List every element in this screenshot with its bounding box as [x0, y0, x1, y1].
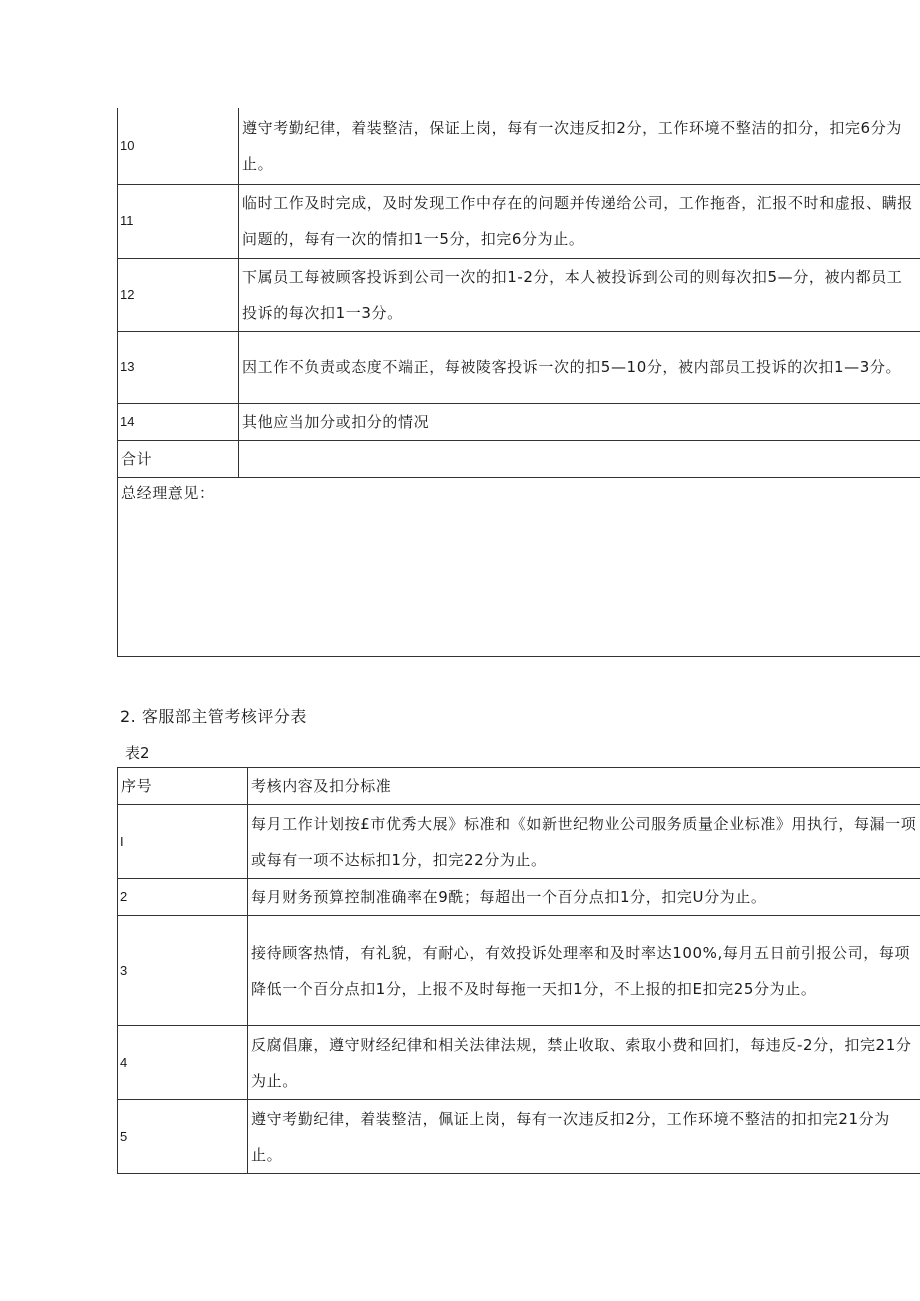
table-row — [118, 108, 920, 184]
row-content: 下属员工每被顾客投诉到公司一次的扣1-2分，本人被投诉到公司的则每次扣5—分，被内都员工投诉的每次扣1一3分。 — [239, 258, 920, 331]
table-row — [118, 1100, 920, 1174]
table-row — [118, 403, 920, 440]
row-number: 10 — [118, 108, 239, 184]
section-title: 2. 客服部主管考核评分表 — [120, 707, 307, 726]
row-number: 2 — [118, 879, 248, 916]
row-content: 每月工作计划按£市优秀大展》标准和《如新世纪物业公司服务质量企业标准》用执行，每漏一项或每有一项不达标扣1分，扣完22分为止。 — [248, 805, 920, 879]
row-number: 14 — [118, 403, 239, 440]
table-row — [118, 805, 920, 879]
header-content: 考核内容及扣分标准 — [248, 768, 920, 805]
row-number: 11 — [118, 184, 239, 258]
opinion-row — [118, 477, 920, 656]
row-content: 反腐倡廉，遵守财经纪律和相关法律法规，禁止收取、索取小费和回扪，每违反-2分，扣完21分为止。 — [248, 1026, 920, 1100]
row-content: 每月财务预算控制准确率在9酰；每超出一个百分点扣1分，扣完U分为止。 — [248, 879, 920, 916]
table-row — [118, 879, 920, 916]
total-value — [239, 440, 920, 477]
table-row — [118, 916, 920, 1026]
row-content: 接待顾客热情，有礼貌，有耐心，有效投诉处理率和及时率达100%,每月五日前引报公司，每项降低一个百分点扣1分，上报不及时每拖一天扣1分，不上报的扣E扣完25分为止。 — [248, 916, 920, 1026]
assessment-table-2 — [117, 767, 920, 1174]
table-row — [118, 258, 920, 331]
total-row — [118, 440, 920, 477]
row-content: 临时工作及时完成，及时发现工作中存在的问题并传递给公司，工作拖沓，汇报不时和虚报、瞒报问题的，每有一次的情扣1一5分，扣完6分为止。 — [239, 184, 920, 258]
header-number: 序号 — [118, 768, 248, 805]
assessment-table-1 — [117, 108, 920, 657]
row-number: I — [118, 805, 248, 879]
table-row — [118, 1026, 920, 1100]
row-content: 因工作不负责或态度不端正，每被陵客投诉一次的扣5—10分，被内部员工投诉的次扣1—3分。 — [239, 331, 920, 403]
row-number: 12 — [118, 258, 239, 331]
table-caption: 表2 — [125, 744, 150, 762]
row-content: 遵守考勤纪律，着装整洁，佩证上岗，每有一次违反扣2分，工作环境不整洁的扣扣完21分为止。 — [248, 1100, 920, 1174]
table-row — [118, 331, 920, 403]
total-label: 合计 — [118, 440, 239, 477]
row-content: 其他应当加分或扣分的情况 — [239, 403, 920, 440]
manager-opinion-box — [118, 477, 920, 656]
row-number: 3 — [118, 916, 248, 1026]
table-header-row — [118, 768, 920, 805]
row-content: 遵守考勤纪律，着装整洁，保证上岗，每有一次违反扣2分，工作环境不整洁的扣分，扣完6分为止。 — [239, 108, 920, 184]
row-number: 4 — [118, 1026, 248, 1100]
row-number: 13 — [118, 331, 239, 403]
manager-opinion-label: 总经理意见： — [121, 483, 215, 502]
table-row — [118, 184, 920, 258]
row-number: 5 — [118, 1100, 248, 1174]
